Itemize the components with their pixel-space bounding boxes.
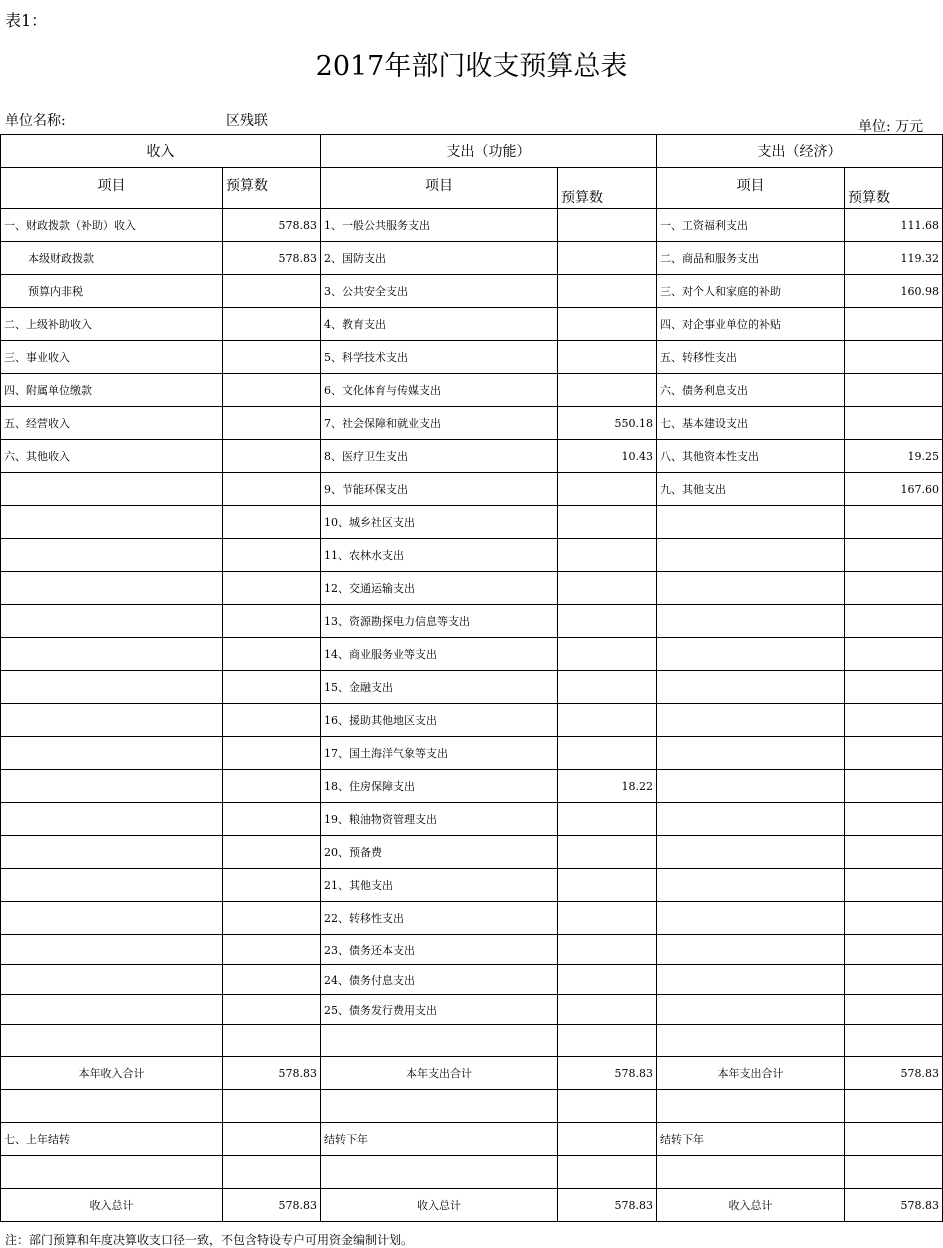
table-row (1, 638, 943, 671)
income-item-cell: 六、其他收入 (1, 440, 223, 473)
exp-func-item-cell: 14、商业服务业等支出 (321, 638, 558, 671)
table-row (1, 869, 943, 902)
table-row (1, 965, 943, 995)
exp-func-budget-cell (558, 572, 657, 605)
exp-func-budget-cell (558, 935, 657, 965)
exp-func-budget-cell (558, 1090, 657, 1123)
table-row (1, 275, 943, 308)
income-item-cell (1, 473, 223, 506)
income-item-cell (1, 995, 223, 1025)
income-budget-cell: 578.83 (223, 209, 321, 242)
exp-func-item-cell: 本年支出合计 (321, 1057, 558, 1090)
exp-econ-item-cell (657, 995, 845, 1025)
exp-econ-item-cell (657, 1025, 845, 1057)
exp-econ-item-cell (657, 539, 845, 572)
table-row (1, 1057, 943, 1090)
exp-econ-budget-cell (845, 407, 943, 440)
exp-econ-item-cell: 八、其他资本性支出 (657, 440, 845, 473)
income-budget-cell (223, 869, 321, 902)
income-budget-cell (223, 539, 321, 572)
income-item-cell: 三、事业收入 (1, 341, 223, 374)
exp-econ-budget-cell (845, 1123, 943, 1156)
exp-econ-item-cell (657, 1156, 845, 1189)
income-item-cell: 预算内非税 (1, 275, 223, 308)
exp-econ-item-cell (657, 572, 845, 605)
exp-func-item-cell: 22、转移性支出 (321, 902, 558, 935)
exp-func-item-cell: 6、文化体育与传媒支出 (321, 374, 558, 407)
unit-name-value: 区残联 (226, 113, 268, 129)
exp-econ-budget-cell (845, 539, 943, 572)
exp-func-item-cell (321, 1025, 558, 1057)
exp-func-item-cell: 收入总计 (321, 1189, 558, 1222)
exp-func-budget-cell (558, 995, 657, 1025)
income-item-cell: 二、上级补助收入 (1, 308, 223, 341)
table-row (1, 836, 943, 869)
exp-econ-budget-cell (845, 704, 943, 737)
exp-func-budget-cell (558, 506, 657, 539)
income-item-cell (1, 869, 223, 902)
income-item-cell: 一、财政拨款（补助）收入 (1, 209, 223, 242)
income-budget-cell (223, 671, 321, 704)
exp-econ-budget-cell: 167.60 (845, 473, 943, 506)
table-row (1, 671, 943, 704)
exp-func-budget-cell (558, 965, 657, 995)
table-row (1, 902, 943, 935)
exp-func-item-cell: 3、公共安全支出 (321, 275, 558, 308)
exp-econ-item-header: 项目 (657, 168, 845, 209)
exp-econ-budget-cell (845, 995, 943, 1025)
exp-econ-item-cell (657, 671, 845, 704)
exp-econ-budget-cell: 578.83 (845, 1189, 943, 1222)
exp-func-item-cell: 23、债务还本支出 (321, 935, 558, 965)
exp-func-budget-cell: 18.22 (558, 770, 657, 803)
income-budget-cell (223, 407, 321, 440)
exp-func-budget-cell: 578.83 (558, 1057, 657, 1090)
table-row (1, 374, 943, 407)
table-number-label: 表1： (5, 11, 48, 30)
table-row (1, 308, 943, 341)
exp-econ-budget-cell (845, 902, 943, 935)
exp-func-item-cell: 10、城乡社区支出 (321, 506, 558, 539)
income-item-cell (1, 935, 223, 965)
exp-econ-item-cell (657, 638, 845, 671)
exp-func-budget-cell: 550.18 (558, 407, 657, 440)
exp-econ-item-cell: 六、债务利息支出 (657, 374, 845, 407)
exp-func-budget-cell (558, 638, 657, 671)
column-header-row (1, 168, 943, 209)
exp-econ-item-cell: 二、商品和服务支出 (657, 242, 845, 275)
exp-econ-item-cell: 本年支出合计 (657, 1057, 845, 1090)
exp-func-item-cell (321, 1156, 558, 1189)
income-item-cell (1, 572, 223, 605)
income-budget-cell (223, 803, 321, 836)
exp-econ-item-cell (657, 902, 845, 935)
income-item-cell (1, 803, 223, 836)
exp-func-item-header: 项目 (321, 168, 558, 209)
exp-func-item-cell: 8、医疗卫生支出 (321, 440, 558, 473)
exp-econ-budget-cell: 19.25 (845, 440, 943, 473)
income-budget-cell (223, 308, 321, 341)
table-row (1, 539, 943, 572)
income-budget-cell (223, 605, 321, 638)
income-item-cell (1, 605, 223, 638)
exp-func-item-cell: 12、交通运输支出 (321, 572, 558, 605)
exp-econ-item-cell (657, 704, 845, 737)
exp-func-budget-cell (558, 902, 657, 935)
income-item-cell (1, 902, 223, 935)
income-budget-cell (223, 965, 321, 995)
income-budget-cell (223, 704, 321, 737)
exp-econ-item-cell (657, 965, 845, 995)
exp-econ-item-cell (657, 605, 845, 638)
exp-func-item-cell: 15、金融支出 (321, 671, 558, 704)
exp-econ-item-cell (657, 869, 845, 902)
income-item-header: 项目 (1, 168, 223, 209)
exp-func-budget-header: 预算数 (558, 168, 657, 209)
income-item-cell: 本年收入合计 (1, 1057, 223, 1090)
exp-func-budget-cell (558, 374, 657, 407)
exp-func-item-cell (321, 1090, 558, 1123)
exp-func-item-cell: 1、一般公共服务支出 (321, 209, 558, 242)
exp-func-budget-cell (558, 473, 657, 506)
exp-func-budget-cell (558, 242, 657, 275)
exp-econ-item-cell (657, 935, 845, 965)
income-budget-cell (223, 374, 321, 407)
exp-econ-budget-cell (845, 671, 943, 704)
exp-econ-item-cell: 四、对企事业单位的补贴 (657, 308, 845, 341)
table-row (1, 1090, 943, 1123)
exp-econ-item-cell (657, 836, 845, 869)
exp-func-item-cell: 13、资源勘探电力信息等支出 (321, 605, 558, 638)
exp-func-item-cell: 2、国防支出 (321, 242, 558, 275)
exp-func-item-cell: 17、国土海洋气象等支出 (321, 737, 558, 770)
income-budget-cell (223, 902, 321, 935)
unit-name-label: 单位名称: (5, 113, 66, 129)
exp-func-budget-cell (558, 275, 657, 308)
income-budget-cell (223, 275, 321, 308)
income-item-cell (1, 539, 223, 572)
income-item-cell (1, 965, 223, 995)
exp-econ-budget-cell (845, 965, 943, 995)
exp-func-item-cell: 5、科学技术支出 (321, 341, 558, 374)
income-item-cell (1, 836, 223, 869)
table-row (1, 209, 943, 242)
exp-func-item-cell: 20、预备费 (321, 836, 558, 869)
exp-econ-budget-cell (845, 803, 943, 836)
table-row (1, 407, 943, 440)
currency-unit-label: 单位: 万元 (858, 119, 924, 135)
income-item-cell: 四、附属单位缴款 (1, 374, 223, 407)
exp-func-budget-cell: 10.43 (558, 440, 657, 473)
income-budget-cell (223, 1156, 321, 1189)
table-body (1, 209, 943, 1222)
income-budget-cell (223, 341, 321, 374)
exp-func-budget-cell (558, 308, 657, 341)
table-row (1, 770, 943, 803)
exp-func-item-cell: 18、住房保障支出 (321, 770, 558, 803)
exp-econ-section-header: 支出（经济） (657, 135, 943, 168)
income-item-cell: 七、上年结转 (1, 1123, 223, 1156)
income-budget-cell (223, 572, 321, 605)
exp-econ-budget-cell (845, 869, 943, 902)
income-budget-cell (223, 1090, 321, 1123)
exp-func-budget-cell (558, 869, 657, 902)
income-budget-cell (223, 506, 321, 539)
exp-econ-budget-cell (845, 1156, 943, 1189)
exp-econ-budget-cell (845, 935, 943, 965)
income-budget-cell: 578.83 (223, 1057, 321, 1090)
table-row (1, 572, 943, 605)
exp-econ-item-cell: 九、其他支出 (657, 473, 845, 506)
exp-func-item-cell: 11、农林水支出 (321, 539, 558, 572)
exp-econ-budget-cell (845, 308, 943, 341)
income-item-cell: 五、经营收入 (1, 407, 223, 440)
exp-econ-budget-cell (845, 1090, 943, 1123)
exp-econ-budget-cell: 578.83 (845, 1057, 943, 1090)
exp-econ-item-cell: 三、对个人和家庭的补助 (657, 275, 845, 308)
table-row (1, 995, 943, 1025)
exp-econ-budget-cell (845, 770, 943, 803)
exp-econ-item-cell (657, 770, 845, 803)
exp-econ-budget-cell (845, 1025, 943, 1057)
exp-func-section-header: 支出（功能） (321, 135, 657, 168)
income-budget-cell (223, 1123, 321, 1156)
exp-func-budget-cell (558, 209, 657, 242)
exp-func-item-cell: 19、粮油物资管理支出 (321, 803, 558, 836)
exp-func-budget-cell (558, 539, 657, 572)
exp-econ-item-cell: 一、工资福利支出 (657, 209, 845, 242)
footnote: 注：部门预算和年度决算收支口径一致，不包含特设专户可用资金编制计划。 (5, 1233, 414, 1247)
exp-econ-item-cell: 收入总计 (657, 1189, 845, 1222)
exp-func-item-cell: 7、社会保障和就业支出 (321, 407, 558, 440)
exp-econ-budget-cell: 160.98 (845, 275, 943, 308)
exp-func-item-cell: 9、节能环保支出 (321, 473, 558, 506)
income-item-cell (1, 704, 223, 737)
income-item-cell (1, 770, 223, 803)
table-row (1, 506, 943, 539)
exp-func-budget-cell (558, 671, 657, 704)
section-header-row (1, 135, 943, 168)
income-budget-cell (223, 638, 321, 671)
exp-func-item-cell: 25、债务发行费用支出 (321, 995, 558, 1025)
exp-econ-budget-cell (845, 605, 943, 638)
exp-econ-budget-header: 预算数 (845, 168, 943, 209)
exp-func-item-cell: 结转下年 (321, 1123, 558, 1156)
exp-econ-budget-cell (845, 737, 943, 770)
exp-func-budget-cell (558, 605, 657, 638)
exp-func-budget-cell (558, 836, 657, 869)
income-budget-cell (223, 836, 321, 869)
income-item-cell (1, 671, 223, 704)
exp-econ-item-cell: 七、基本建设支出 (657, 407, 845, 440)
income-item-cell (1, 737, 223, 770)
table-row (1, 1156, 943, 1189)
income-item-cell (1, 506, 223, 539)
table-row (1, 605, 943, 638)
income-item-cell: 本级财政拨款 (1, 242, 223, 275)
table-row (1, 1189, 943, 1222)
exp-econ-budget-cell: 119.32 (845, 242, 943, 275)
income-budget-cell (223, 995, 321, 1025)
exp-func-item-cell: 16、援助其他地区支出 (321, 704, 558, 737)
exp-func-item-cell: 4、教育支出 (321, 308, 558, 341)
income-budget-cell (223, 473, 321, 506)
exp-econ-item-cell (657, 803, 845, 836)
exp-econ-budget-cell (845, 638, 943, 671)
income-budget-cell (223, 770, 321, 803)
income-budget-cell (223, 440, 321, 473)
exp-econ-item-cell (657, 1090, 845, 1123)
budget-table (0, 134, 943, 1222)
exp-econ-item-cell: 五、转移性支出 (657, 341, 845, 374)
exp-func-item-cell: 24、债务付息支出 (321, 965, 558, 995)
table-row (1, 704, 943, 737)
exp-func-budget-cell (558, 1156, 657, 1189)
income-section-header: 收入 (1, 135, 321, 168)
page-title: 2017年部门收支预算总表 (315, 51, 628, 82)
exp-econ-budget-cell (845, 836, 943, 869)
table-row (1, 1025, 943, 1057)
table-row (1, 473, 943, 506)
exp-func-budget-cell (558, 341, 657, 374)
exp-func-budget-cell (558, 737, 657, 770)
exp-func-budget-cell (558, 803, 657, 836)
income-budget-header: 预算数 (223, 168, 321, 209)
exp-func-budget-cell: 578.83 (558, 1189, 657, 1222)
table-row (1, 242, 943, 275)
income-budget-cell (223, 935, 321, 965)
exp-func-item-cell: 21、其他支出 (321, 869, 558, 902)
income-item-cell (1, 1156, 223, 1189)
exp-econ-budget-cell: 111.68 (845, 209, 943, 242)
exp-econ-budget-cell (845, 341, 943, 374)
exp-econ-budget-cell (845, 374, 943, 407)
table-row (1, 803, 943, 836)
income-item-cell (1, 1025, 223, 1057)
exp-func-budget-cell (558, 1123, 657, 1156)
exp-func-budget-cell (558, 704, 657, 737)
exp-econ-budget-cell (845, 506, 943, 539)
income-budget-cell (223, 737, 321, 770)
table-row (1, 341, 943, 374)
income-item-cell: 收入总计 (1, 1189, 223, 1222)
table-row (1, 1123, 943, 1156)
table-row (1, 737, 943, 770)
income-budget-cell: 578.83 (223, 242, 321, 275)
table-row (1, 440, 943, 473)
exp-econ-item-cell (657, 506, 845, 539)
exp-econ-budget-cell (845, 572, 943, 605)
income-budget-cell (223, 1025, 321, 1057)
income-item-cell (1, 638, 223, 671)
exp-func-budget-cell (558, 1025, 657, 1057)
income-budget-cell: 578.83 (223, 1189, 321, 1222)
exp-econ-item-cell (657, 737, 845, 770)
exp-econ-item-cell: 结转下年 (657, 1123, 845, 1156)
income-item-cell (1, 1090, 223, 1123)
table-row (1, 935, 943, 965)
